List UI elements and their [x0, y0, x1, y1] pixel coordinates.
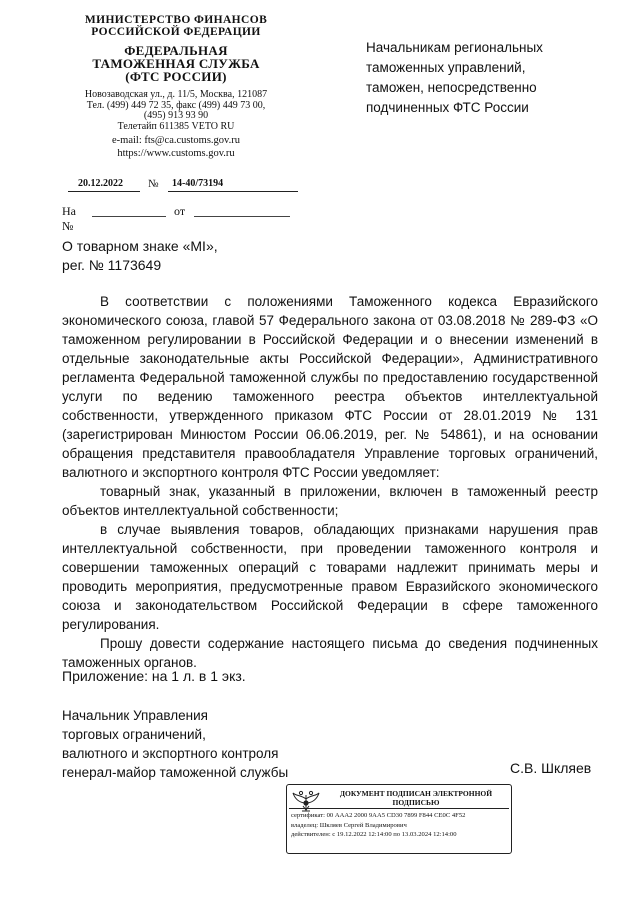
- stamp-title-line1: ДОКУМЕНТ ПОДПИСАН ЭЛЕКТРОННОЙ: [339, 789, 493, 798]
- signer-line3: валютного и экспортного контроля: [62, 746, 279, 761]
- body-paragraph-4: Прошу довести содержание настоящего письма до сведения подчиненных таможенных органов.: [62, 636, 598, 670]
- stamp-validity: действителен: с 19.12.2022 12:14:00 по 13.03.2024 12:14:00: [291, 831, 457, 838]
- appendix-note: Приложение: на 1 л. в 1 экз.: [62, 668, 246, 684]
- service-line3: (ФТС РОССИИ): [125, 69, 227, 84]
- ref-date-blank: [194, 216, 290, 217]
- letter-date: 20.12.2022: [78, 178, 123, 189]
- signer-line1: Начальник Управления: [62, 708, 208, 723]
- addressee-line4: подчиненных ФТС России: [366, 100, 529, 115]
- addressee-line2: таможенных управлений,: [366, 60, 526, 75]
- org-phone-2: (495) 913 93 90: [143, 110, 209, 121]
- service-line1: ФЕДЕРАЛЬНАЯ: [124, 43, 228, 58]
- body-paragraph-3: в случае выявления товаров, обладающих признаками нарушения прав интеллектуальной собственности, при проведении таможенного контроля и совершении таможенных операций с товарами надлежит принимать меры и проводить мероприятия, предусмотренные правом Евразийского экономического союза и законодательством Российской Федерации в сфере таможенного регулирования.: [62, 522, 598, 632]
- letter-body: [62, 292, 598, 672]
- stamp-title: [325, 789, 507, 807]
- letter-number: 14-40/73194: [172, 178, 224, 189]
- letterhead: [48, 14, 304, 160]
- signer-line2: торговых ограничений,: [62, 727, 206, 742]
- addressee-line1: Начальникам региональных: [366, 40, 543, 55]
- stamp-details: [291, 811, 509, 840]
- subject-line1: О товарном знаке «MI»,: [62, 238, 218, 254]
- signer-title: [62, 706, 288, 782]
- signer-line4: генерал-майор таможенной службы: [62, 765, 289, 780]
- ministry-line2: РОССИЙСКОЙ ФЕДЕРАЦИИ: [91, 26, 261, 38]
- org-email: e-mail: fts@ca.customs.gov.ru: [112, 135, 240, 146]
- ref-prefix: На №: [62, 204, 76, 233]
- org-phone-1: Тел. (499) 449 72 35, факс (499) 449 73 00,: [86, 99, 266, 111]
- number-sign: №: [148, 178, 159, 190]
- service-line2: ТАМОЖЕННАЯ СЛУЖБА: [92, 56, 260, 71]
- ref-from: от: [174, 204, 186, 218]
- date-underline: [68, 191, 140, 192]
- addressee-block: [366, 38, 596, 118]
- body-paragraph-1: В соответствии с положениями Таможенного кодекса Евразийского экономического союза, главой 57 Федерального закона от 03.08.2018 № 289-ФЗ «О таможенном регулировании в Российской Федерации и о внесении изменений в отдельные законодательные акты Российской Федерации», Административного регламента Федеральной таможенной службы по предоставлению государственной услуги по ведению таможенного реестра объектов интеллектуальной собственности, утвержденного приказом ФТС России от 28.01.2019 № 131 (зарегистрирован Минюстом России 06.06.2019, рег. № 54861), и на основании обращения представителя правообладателя Управление торговых ограничений, валютного и экспортного контроля ФТС России уведомляет:: [62, 294, 598, 480]
- stamp-divider: [289, 808, 509, 809]
- e-signature-stamp: [286, 784, 512, 854]
- body-paragraph-2: товарный знак, указанный в приложении, включен в таможенный реестр объектов интеллектуальной собственности;: [62, 484, 598, 518]
- org-website: https://www.customs.gov.ru: [117, 148, 235, 159]
- org-address: Новозаводская ул., д. 11/5, Москва, 121087: [84, 89, 268, 100]
- org-teletype: Телетайп 611385 VETO RU: [117, 120, 235, 132]
- subject-line2: рег. № 1173649: [62, 257, 162, 273]
- stamp-certificate: сертификат: 00 AAA2 2000 9AA5 CD30 7899 F844 CE0C 4F52: [291, 812, 466, 819]
- stamp-title-line2: ПОДПИСЬЮ: [392, 798, 440, 807]
- signer-name: С.В. Шкляев: [510, 760, 592, 776]
- addressee-line3: таможен, непосредственно: [366, 80, 537, 95]
- subject-block: [62, 237, 218, 275]
- ref-number-blank: [92, 216, 166, 217]
- number-underline: [168, 191, 298, 192]
- ministry-line1: МИНИСТЕРСТВО ФИНАНСОВ: [84, 14, 268, 26]
- stamp-owner: владелец: Шкляев Сергей Владимирович: [291, 821, 407, 829]
